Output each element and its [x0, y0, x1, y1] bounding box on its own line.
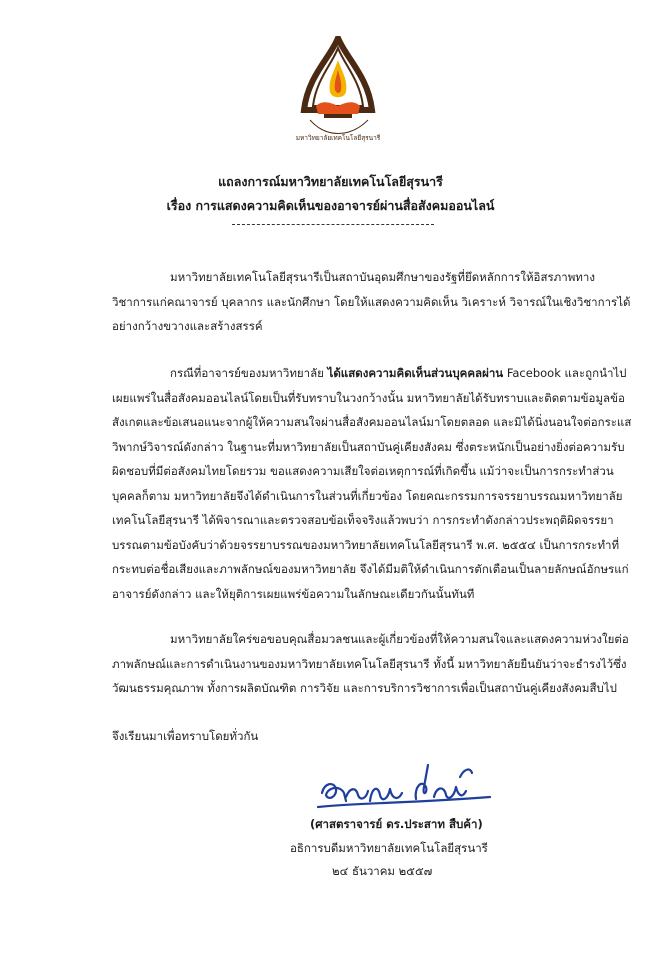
paragraph-3: [112, 627, 632, 701]
title-separator: [232, 224, 434, 225]
announcement-title: แถลงการณ์มหาวิทยาลัยเทคโนโลยีสุรนารี: [218, 174, 443, 189]
university-emblem-graphic: [290, 36, 386, 146]
title-block: [0, 172, 661, 216]
paragraph-2-intro: กรณีที่อาจารย์ของมหาวิทยาลัย: [170, 366, 328, 380]
paragraph-2-emphasis: ได้แสดงความคิดเห็นส่วนบุคคลผ่าน: [327, 366, 504, 380]
handwritten-signature-icon: [314, 757, 494, 815]
announcement-subject: เรื่อง การแสดงความคิดเห็นของอาจารย์ผ่านสื่อสังคมออนไลน์: [166, 198, 495, 213]
paragraph-3-text: มหาวิทยาลัยใคร่ขอขอบคุณสื่อมวลชนและผู้เกี่ยวข้องที่ให้ความสนใจและแสดงความห่วงใยต่อภาพลักษณ์และการดำเนินงานของมหาวิทยาลัยเทคโนโลยีสุรนารี ทั้งนี้ มหาวิทยาลัยยืนยันว่าจะธำรงไว้ซึ่งวัฒนธรรมคุณภาพ ทั้งการผลิตบัณฑิต การวิจัย และการบริการวิชาการเพื่อเป็นสถาบันคู่เคียงสังคมสืบไป: [112, 632, 629, 695]
letter-date: ๒๔ ธันวาคม ๒๕๕๗: [332, 864, 433, 878]
signer-name: (ศาสตราจารย์ ดร.ประสาท สืบค้า): [310, 817, 483, 831]
closing-line: [112, 724, 632, 749]
university-emblem-icon: [290, 36, 386, 146]
paragraph-2-text: Facebook และถูกนำไปเผยแพร่ในสื่อสังคมออนไลน์โดยเป็นที่รับทราบในวงกว้างนั้น มหาวิทยาลัยได้รับทราบและติดตามข้อมูลข้อสังเกตและข้อเสนอแนะจากผู้ให้ความสนใจผ่านสื่อสังคมออนไลน์มาโดยตลอด และมิได้นิ่งนอนใจต่อกระแสวิพากษ์วิจารณ์ดังกล่าว ในฐานะที่มหาวิทยาลัยเป็นสถาบันคู่เคียงสังคม ซึ่งตระหนักเป็นอย่างยิ่งต่อความรับผิดชอบที่มีต่อสังคมไทยโดยรวม ขอแสดงความเสียใจต่อเหตุการณ์ที่เกิดขึ้น แม้ว่าจะเป็นการกระทำส่วนบุคคลก็ตาม มหาวิทยาลัยจึงได้ดำเนินการในส่วนที่เกี่ยวข้อง โดยคณะกรรมการจรรยาบรรณมหาวิทยาลัยเทคโนโลยีสุรนารี ได้พิจารณาและตรวจสอบข้อเท็จจริงแล้วพบว่า การกระทำดังกล่าวประพฤติผิดจรรยาบรรณตามข้อบังคับว่าด้วยจรรยาบรรณของมหาวิทยาลัยเทคโนโลยีสุรนารี พ.ศ. ๒๕๕๔ เป็นการกระทำที่กระทบต่อชื่อเสียงและภาพลักษณ์ของมหาวิทยาลัย จึงได้มีมติให้ดำเนินการตักเตือนเป็นลายลักษณ์อักษรแก่อาจารย์ดังกล่าว และให้ยุติการเผยแพร่ข้อความในลักษณะเดียวกันนั้นทันที: [112, 366, 632, 601]
paragraph-2: [112, 361, 632, 606]
paragraph-1: [112, 265, 632, 339]
emblem-text: มหาวิทยาลัยเทคโนโลยีสุรนารี: [295, 134, 381, 142]
signature-drawing: [314, 757, 494, 815]
closing-text: จึงเรียนมาเพื่อทราบโดยทั่วกัน: [112, 729, 259, 743]
signer-position: อธิการบดีมหาวิทยาลัยเทคโนโลยีสุรนารี: [290, 841, 488, 855]
paragraph-1-text: มหาวิทยาลัยเทคโนโลยีสุรนารีเป็นสถาบันอุดมศึกษาของรัฐที่ยึดหลักการให้อิสรภาพทางวิชาการแก่คณาจารย์ บุคลากร และนักศึกษา โดยให้แสดงความคิดเห็น วิเคราะห์ วิจารณ์ในเชิงวิชาการได้อย่างกว้างขวางและสร้างสรรค์: [112, 270, 631, 333]
